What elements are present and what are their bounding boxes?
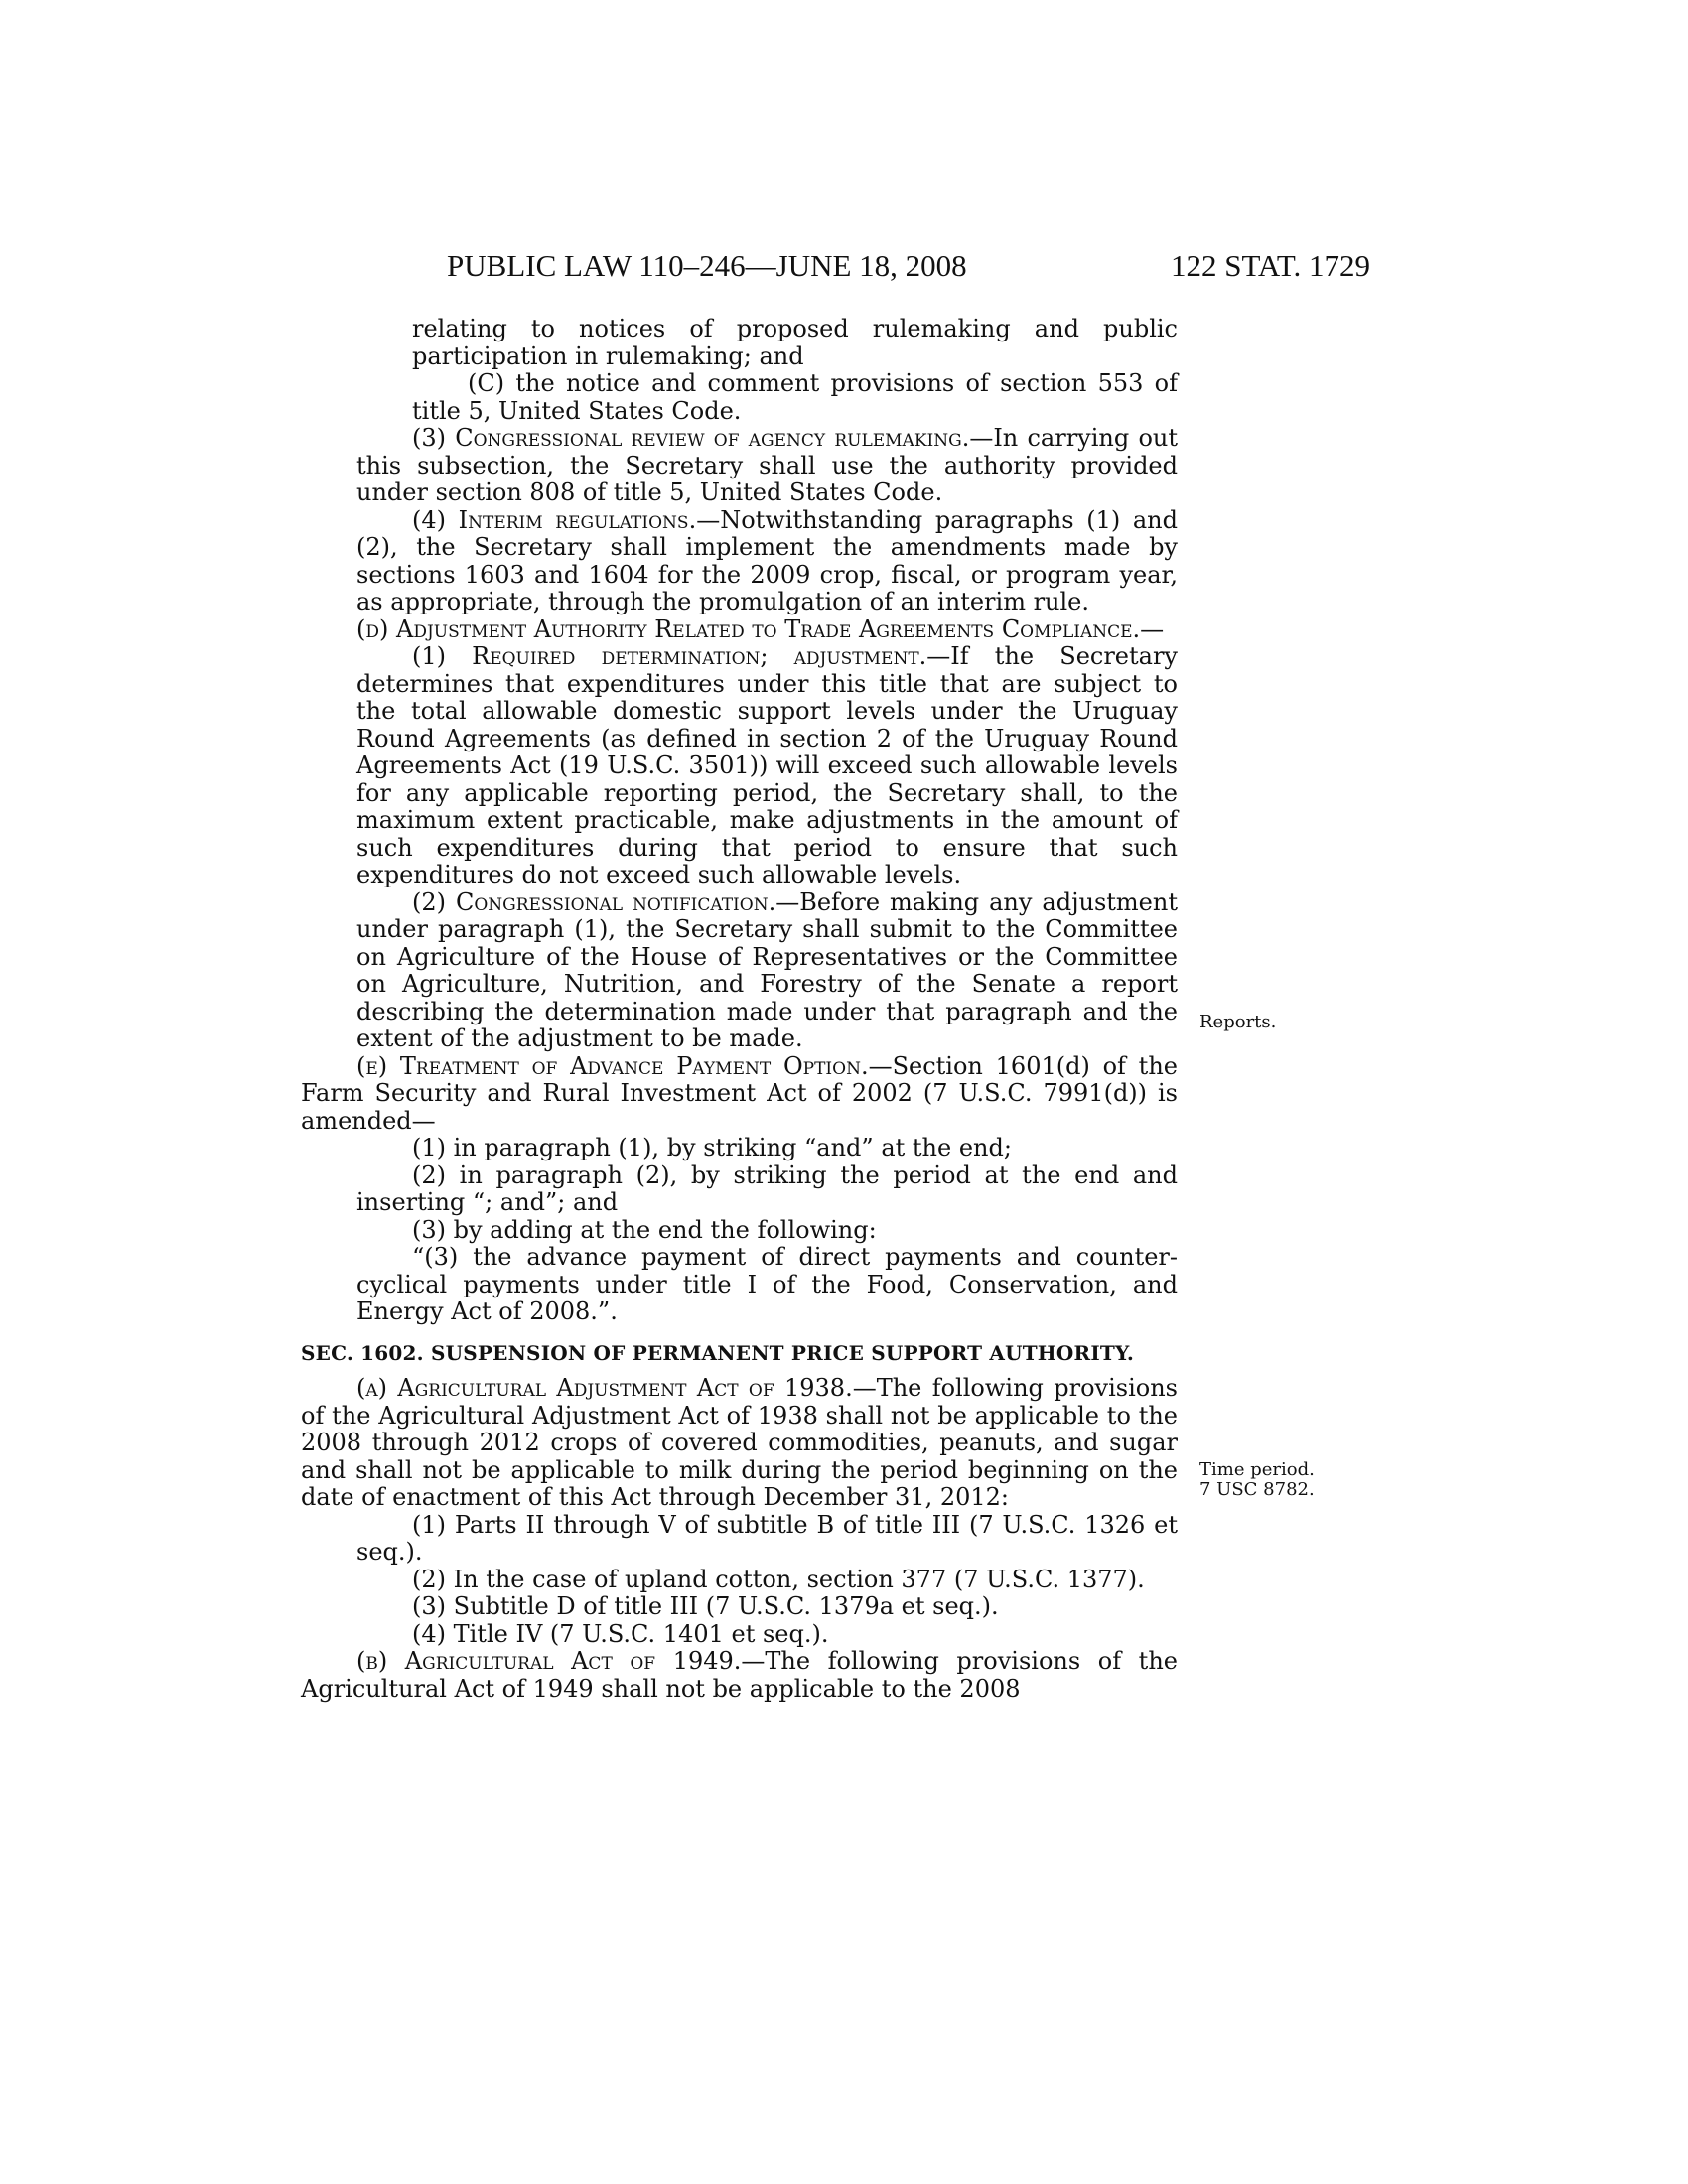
paragraph-e3: (3) by adding at the end the following: <box>412 1215 877 1244</box>
statute-page-number: 122 STAT. 1729 <box>1170 248 1370 283</box>
paragraph-e2: (2) in paragraph (2), by striking the period at the end and inserting “; and”; and <box>356 1160 1178 1216</box>
margin-note-reports: Reports. <box>1199 1012 1277 1032</box>
paragraph-continuation: relating to notices of proposed rulemaking and public participation in rulemaking; and <box>412 315 1178 370</box>
a-text: —The following provisions of the Agricultural Adjustment Act of 1938 shall not be applicable to the 2008 through 2012 crops of covered commodities, peanuts, and sugar and shall not be applicable to milk during the period beginning on the date of enactment of this Act through December 31, 2012: <box>301 1374 1178 1511</box>
d2-heading: (2) Congressional notification. <box>412 887 776 916</box>
c3-heading: (3) Congressional review of agency rulemaking. <box>412 424 970 452</box>
paragraph-a3: (3) Subtitle D of title III (7 U.S.C. 1379a et seq.). <box>412 1592 999 1620</box>
paragraph-c4 <box>301 507 1178 616</box>
subsection-a <box>301 1375 1178 1512</box>
paragraph-a1: (1) Parts II through V of subtitle B of title III (7 U.S.C. 1326 et seq.). <box>356 1510 1178 1566</box>
e-text: —Section 1601(d) of the Farm Security and Rural Investment Act of 2002 (7 U.S.C. 7991(d)) is amended— <box>301 1051 1178 1135</box>
d2-text: —Before making any adjustment under paragraph (1), the Secretary shall submit to the Committee on Agriculture of the House of Representatives or the Committee on Agriculture, Nutrition, and Forestry of the Senate a report describing the determination made under that paragraph and the extent of the adjustment to be made. <box>356 887 1178 1052</box>
paragraph-d1 <box>301 643 1178 889</box>
c3-text: —In carrying out this subsection, the Secretary shall use the authority provided under section 808 of title 5, United States Code. <box>356 424 1178 506</box>
paragraph-a2: (2) In the case of upland cotton, section 377 (7 U.S.C. 1377). <box>412 1565 1145 1593</box>
d-heading: (d) Adjustment Authority Related to Trade Agreements Compliance. <box>356 614 1141 643</box>
a-heading: (a) Agricultural Adjustment Act of 1938. <box>356 1374 853 1402</box>
e-heading: (e) Treatment of Advance Payment Option. <box>356 1051 869 1080</box>
c4-text: —Notwithstanding paragraphs (1) and (2), the Secretary shall implement the amendments made by sections 1603 and 1604 for the 2009 crop, fiscal, or program year, as appropriate, through the promulgation of an interim rule. <box>356 505 1178 615</box>
margin-note-time-period: Time period. <box>1199 1459 1315 1480</box>
d1-text: —If the Secretary determines that expenditures under this title that are subject to the total allowable domestic support levels under the Uruguay Round Agreements (as defined in section 2 of the Uruguay Round Agreements Act (19 U.S.C. 3501)) will exceed such allowable levels for any applicable reporting period, the Secretary shall, to the maximum extent practicable, make adjustments in the amount of such expenditures during that period to ensure that such expenditures do not exceed such allowable levels. <box>356 642 1178 888</box>
section-heading: SEC. 1602. SUSPENSION OF PERMANENT PRICE SUPPORT AUTHORITY. <box>301 1340 1135 1365</box>
page-header <box>447 248 1370 288</box>
paragraph-e1: (1) in paragraph (1), by striking “and” at the end; <box>412 1134 1012 1161</box>
paragraph-a4: (4) Title IV (7 U.S.C. 1401 et seq.). <box>412 1619 829 1648</box>
b-heading: (b) Agricultural Act of 1949. <box>356 1647 742 1675</box>
b-text: —The following provisions of the Agricultural Act of 1949 shall not be applicable to the 2008 <box>301 1647 1178 1703</box>
running-head-title: PUBLIC LAW 110–246—JUNE 18, 2008 <box>447 248 967 283</box>
document-body <box>301 316 1178 1703</box>
c4-heading: (4) Interim regulations. <box>412 505 697 534</box>
paragraph-b2c: (C) the notice and comment provisions of section 553 of title 5, United States Code. <box>412 369 1178 425</box>
paragraph-c3 <box>301 425 1178 507</box>
quoted-paragraph: “(3) the advance payment of direct payments and counter-cyclical payments under title I of the Food, Conservation, and Energy Act of 2008.”. <box>356 1243 1178 1325</box>
margin-note-usc-cite: 7 USC 8782. <box>1199 1479 1315 1500</box>
subsection-b <box>301 1648 1178 1703</box>
subsection-e <box>301 1053 1178 1136</box>
d-text: — <box>1140 614 1165 643</box>
subsection-d <box>301 616 1178 644</box>
paragraph-d2 <box>301 889 1178 1053</box>
d1-heading: (1) Required determination; adjustment. <box>412 642 927 670</box>
